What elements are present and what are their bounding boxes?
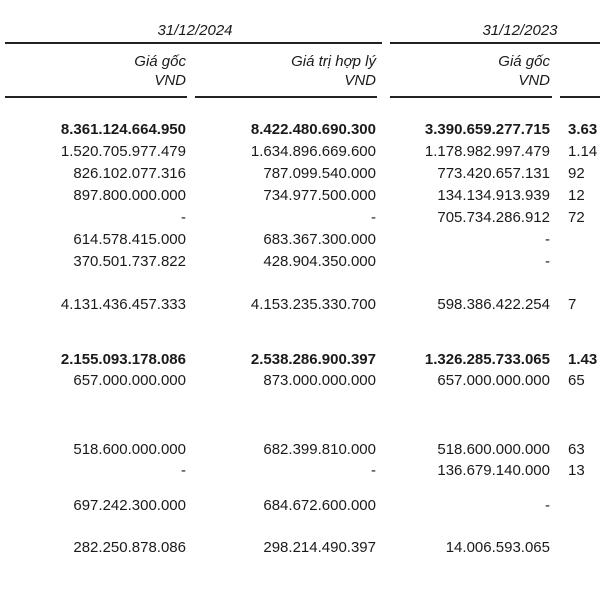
table-cell: - xyxy=(181,462,186,479)
table-cell: 1.14 xyxy=(568,143,598,160)
table-cell xyxy=(568,252,600,272)
table-cell: 1.634.896.669.600 xyxy=(250,143,376,160)
table-cell: 2.155.093.178.086 xyxy=(60,351,186,368)
table-cell: 697.242.300.000 xyxy=(73,497,186,514)
table-cell: 7 xyxy=(568,296,577,313)
table-cell: - xyxy=(545,253,550,270)
period-header-2024: 31/12/2024 xyxy=(157,22,233,39)
table-cell: 2.538.286.900.397 xyxy=(250,351,376,368)
table-cell: 1.43 xyxy=(568,351,598,368)
column-rule xyxy=(560,96,600,98)
table-cell: 657.000.000.000 xyxy=(437,372,550,389)
table-cell xyxy=(568,496,600,516)
table-cell: 787.099.540.000 xyxy=(263,165,376,182)
table-cell: 63 xyxy=(568,441,585,458)
table-cell: - xyxy=(371,209,376,226)
table-cell: 134.134.913.939 xyxy=(437,187,550,204)
table-cell: 282.250.878.086 xyxy=(73,539,186,556)
table-cell: - xyxy=(545,497,550,514)
column-rule xyxy=(195,96,377,98)
table-cell: 657.000.000.000 xyxy=(73,372,186,389)
table-cell: 428.904.350.000 xyxy=(263,253,376,270)
table-cell: - xyxy=(545,231,550,248)
table-cell: 1.178.982.997.479 xyxy=(424,143,550,160)
table-cell: 370.501.737.822 xyxy=(73,253,186,270)
period-header-2023: 31/12/2023 xyxy=(482,22,558,39)
table-cell: - xyxy=(371,462,376,479)
column-header: Giá gốc VND xyxy=(498,53,550,89)
column-header: Giá trị hợp lý VND xyxy=(291,53,376,89)
table-cell: 14.006.593.065 xyxy=(445,539,550,556)
table-cell: - xyxy=(181,209,186,226)
table-cell: 826.102.077.316 xyxy=(73,165,186,182)
table-cell: 1.326.285.733.065 xyxy=(424,351,550,368)
table-cell: 65 xyxy=(568,372,585,389)
table-cell: 8.422.480.690.300 xyxy=(250,121,376,138)
table-cell: 136.679.140.000 xyxy=(437,462,550,479)
table-cell: 684.672.600.000 xyxy=(263,497,376,514)
column-header: Giá gốc VND xyxy=(134,53,186,89)
table-cell: 4.153.235.330.700 xyxy=(250,296,376,313)
table-cell xyxy=(568,230,600,250)
table-cell: 518.600.000.000 xyxy=(437,441,550,458)
table-cell: 3.390.659.277.715 xyxy=(424,121,550,138)
column-rule xyxy=(390,96,552,98)
table-cell: 734.977.500.000 xyxy=(263,187,376,204)
table-cell: 3.63 xyxy=(568,121,598,138)
table-cell: 13 xyxy=(568,462,585,479)
table-cell: 705.734.286.912 xyxy=(437,209,550,226)
table-cell: 72 xyxy=(568,209,585,226)
table-cell: 92 xyxy=(568,165,585,182)
table-cell: 518.600.000.000 xyxy=(73,441,186,458)
table-cell: 614.578.415.000 xyxy=(73,231,186,248)
table-cell: 12 xyxy=(568,187,585,204)
table-cell: 598.386.422.254 xyxy=(437,296,550,313)
table-cell xyxy=(568,538,600,558)
header-rule xyxy=(5,42,382,44)
column-rule xyxy=(5,96,187,98)
table-cell: 682.399.810.000 xyxy=(263,441,376,458)
table-cell: 4.131.436.457.333 xyxy=(60,296,186,313)
table-cell: 773.420.657.131 xyxy=(437,165,550,182)
table-cell: 897.800.000.000 xyxy=(73,187,186,204)
table-cell: 1.520.705.977.479 xyxy=(60,143,186,160)
table-cell: 8.361.124.664.950 xyxy=(60,121,186,138)
table-cell: 873.000.000.000 xyxy=(263,372,376,389)
table-cell: 683.367.300.000 xyxy=(263,231,376,248)
header-rule xyxy=(390,42,600,44)
table-cell: 298.214.490.397 xyxy=(263,539,376,556)
